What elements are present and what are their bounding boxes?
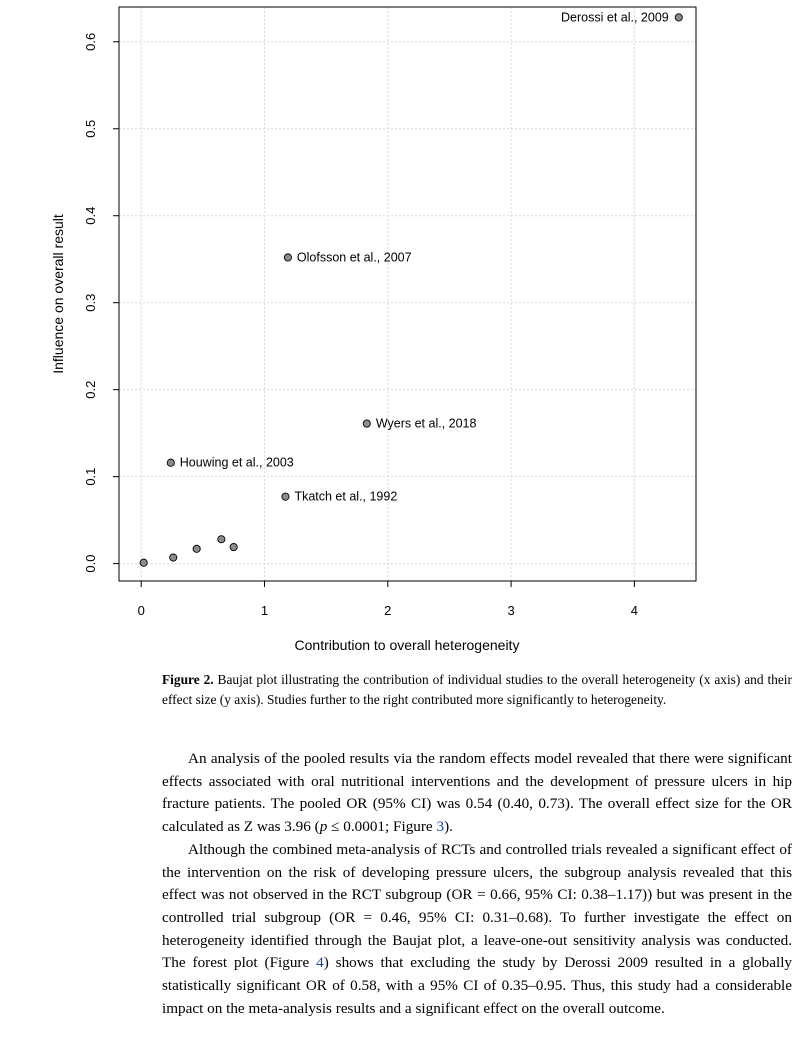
data-point-label: Tkatch et al., 1992 [294, 489, 398, 504]
y-axis [83, 33, 119, 573]
x-axis [138, 581, 638, 618]
y-tick-label: 0.6 [83, 32, 98, 51]
x-tick-label: 3 [507, 603, 515, 618]
data-point [193, 545, 200, 552]
data-point-label: Derossi et al., 2009 [561, 10, 669, 25]
figure-caption-text: Baujat plot illustrating the contribution of individual studies to the overall heterogeneity (x axis) and their effect size (y axis). Studies further to the right contributed more significantly to heterogeneity. [162, 672, 792, 707]
x-tick-label: 2 [384, 603, 392, 618]
x-tick-label: 4 [630, 603, 638, 618]
y-tick-label: 0.5 [83, 119, 98, 138]
data-point [140, 559, 147, 566]
data-point-label: Wyers et al., 2018 [375, 416, 477, 431]
grid-lines [119, 7, 696, 581]
y-tick-label: 0.0 [83, 554, 98, 573]
y-tick-label: 0.3 [83, 293, 98, 312]
data-point [170, 554, 177, 561]
paragraph-1-text: An analysis of the pooled results via the random effects model revealed that there were significant effects associated with oral nutritional interventions and the development of pressure ulcers in hip fracture patients. The pooled OR (95% CI) was 0.54 (0.40, 0.73). The overall effect size for the OR calculated as Z was 3.96 ( [162, 750, 792, 836]
data-point [675, 14, 682, 21]
plot-frame [119, 7, 696, 581]
figure-3-link[interactable]: 3 [436, 818, 445, 836]
y-tick-label: 0.2 [83, 380, 98, 399]
data-point [284, 254, 291, 261]
data-point [218, 536, 225, 543]
data-point [282, 493, 289, 500]
data-point [167, 459, 174, 466]
paragraph-2-text-2: ) shows that excluding the study by Derossi 2009 resulted in a globally statistically significant OR of 0.58, with a 95% CI of 0.35–0.95. Thus, this study had a considerable impact on the meta-analysis results and a significant effect on the overall outcome. [162, 954, 793, 1017]
data-point-label: Houwing et al., 2003 [179, 455, 294, 470]
y-tick-label: 0.4 [83, 206, 98, 225]
y-tick-label: 0.1 [83, 467, 98, 486]
paragraph-1-text-3: ). [444, 818, 453, 836]
data-point [230, 543, 237, 550]
y-axis-label: Influence on overall result [50, 214, 66, 374]
x-axis-label: Contribution to overall heterogeneity [294, 637, 520, 653]
figure-caption-label: Figure 2. [162, 672, 214, 687]
figure-caption [162, 670, 792, 710]
data-points [140, 10, 682, 566]
paragraph-2 [162, 839, 792, 1021]
data-point-label: Olofsson et al., 2007 [296, 250, 412, 265]
p-value-symbol: p [319, 818, 328, 836]
paragraph-1-text-2: ≤ 0.0001; Figure [327, 818, 437, 836]
body-text [162, 748, 792, 1020]
paragraph-2-text: Although the combined meta-analysis of RCTs and controlled trials revealed a significant effect of the intervention on the risk of developing pressure ulcers, the subgroup analysis revealed that this effect was not observed in the RCT subgroup (OR = 0.66, 95% CI: 0.38–1.17)) but was present in the controlled trial subgroup (OR = 0.46, 95% CI: 0.31–0.68). To further investigate the effect on heterogeneity identified through the Baujat plot, a leave-one-out sensitivity analysis was conducted. The forest plot (Figure [162, 840, 792, 972]
paragraph-1 [162, 748, 792, 839]
x-tick-label: 0 [137, 603, 145, 618]
data-point [363, 420, 370, 427]
x-tick-label: 1 [260, 603, 269, 618]
figure-4-link[interactable]: 4 [316, 954, 324, 972]
